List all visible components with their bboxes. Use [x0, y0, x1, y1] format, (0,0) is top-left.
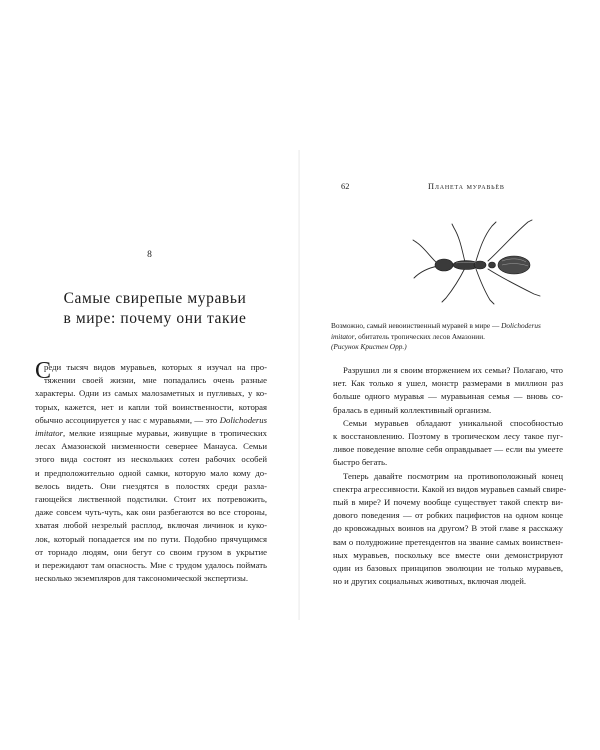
text-line: бралась в единый коллективный организм.	[333, 404, 492, 415]
italic-species-name: imitator	[331, 331, 355, 341]
text-line: ных муравьев, поскольку все вместе они демонстрируют	[333, 549, 563, 560]
text-line: лесах Амазонской низменности севернее Манауса. Семьи	[35, 441, 267, 452]
text-line: больше одного муравья — муравьиная семья — вновь со-	[333, 391, 563, 402]
text-line: этого вида состоят из нескольких сотен рабочих особей	[35, 454, 267, 465]
text-line: несколько экземпляров для таксономической экспертизы.	[35, 573, 249, 584]
text-line: Теперь давайте посмотрим на противоположный конец	[343, 470, 563, 481]
text-line	[35, 414, 267, 427]
italic-species-name: Dolichoderus	[501, 321, 541, 330]
text-line: хватая любой незрелый расплод, включая личинок и куко-	[35, 520, 267, 531]
italic-species-name: imitator	[35, 428, 63, 439]
caption-line	[331, 321, 567, 332]
text-line: велось видеть. Они гнездятся в полостях среди разла-	[35, 480, 267, 491]
text-segment: Возможно, самый невоинственный муравей в мире —	[331, 321, 502, 330]
text-segment: , обитатель тропических лесов Амазонии.	[354, 331, 485, 341]
text-line: лок, который попадается им по пути. Подобно прячущимся	[35, 533, 267, 544]
text-line: пый в мире? И почему вообще существует такой спектр ви-	[333, 497, 563, 508]
text-line: до кровожадных воинов на другом? В этой главе я расскажу	[333, 523, 563, 534]
text-line: даже совсем чуть-чуть, как они разбегаются во все стороны,	[35, 507, 267, 518]
drop-cap: С	[35, 358, 52, 384]
page-number: 62	[341, 182, 350, 191]
text-line: Семьи муравьев обладают уникальной способностью	[343, 417, 563, 428]
ant-illustration-icon	[410, 212, 560, 312]
text-line: ливое поведение вполне себя оправдывает — если вы умеете	[333, 444, 563, 455]
text-line: дового поведения — от робких пацифистов на одном конце	[333, 510, 563, 521]
text-line: к восстановлению. Поэтому в тропическом лесу такое пуг-	[333, 431, 563, 442]
chapter-title-line: в мире: почему они такие	[63, 310, 247, 327]
text-line: характеры. Одни из самых малозаметных и пугливых, у ко-	[35, 388, 267, 399]
text-line: тяжении своей жизни, мне попадались очень разные	[44, 375, 267, 386]
chapter-number: 8	[147, 250, 153, 260]
text-segment: , мелкие изящные муравьи, живущие в тропических	[63, 428, 267, 439]
right-body-text	[333, 364, 567, 588]
text-line: быстро бегать.	[333, 457, 388, 468]
left-body-text	[35, 358, 267, 585]
text-line: гающейся лиственной подстилки. Стоит их потревожить,	[35, 494, 267, 505]
caption-credit: (Рисунок Кристен Орр.)	[331, 342, 407, 351]
caption-line	[331, 332, 567, 343]
italic-species-name: Dolichoderus	[219, 414, 267, 425]
text-line: торых, кажется, нет и капли той воинственности, которая	[35, 401, 267, 412]
text-line: но и других социальных животных, включая людей.	[333, 576, 527, 587]
text-line: вам о полудюжине претендентов на звание самых воинствен-	[333, 536, 563, 547]
caption-line	[331, 342, 567, 353]
text-line: один из базовых принципов эволюции не только муравьев,	[333, 563, 563, 574]
figure-caption	[331, 321, 567, 353]
running-title: Планета муравьёв	[428, 182, 505, 191]
chapter-title-line: Самые свирепые муравьи	[63, 290, 247, 307]
text-line	[35, 427, 267, 440]
text-segment: обычно ассоциируется у нас с муравьями, — это	[35, 414, 220, 425]
text-line: реди тысяч видов муравьев, которых я изучал на про-	[44, 362, 267, 372]
text-line: Разрушил ли я своим вторжением их семьи? Полагаю, что	[343, 365, 563, 375]
text-line: и предположительно одной самки, которую мало кому до-	[35, 467, 267, 478]
text-line: и пережидают там опасность. Мне с трудом удалось поймать	[35, 560, 267, 571]
text-line: спектра агрессивности. Какой из видов муравьев самый свире-	[333, 483, 567, 494]
chapter-title	[40, 289, 270, 329]
text-line: от торнадо людям, они бегут со своим грузом в укрытие	[35, 546, 267, 557]
text-line: нет. Как только я ушел, монстр размерами в миллион раз	[333, 378, 563, 389]
